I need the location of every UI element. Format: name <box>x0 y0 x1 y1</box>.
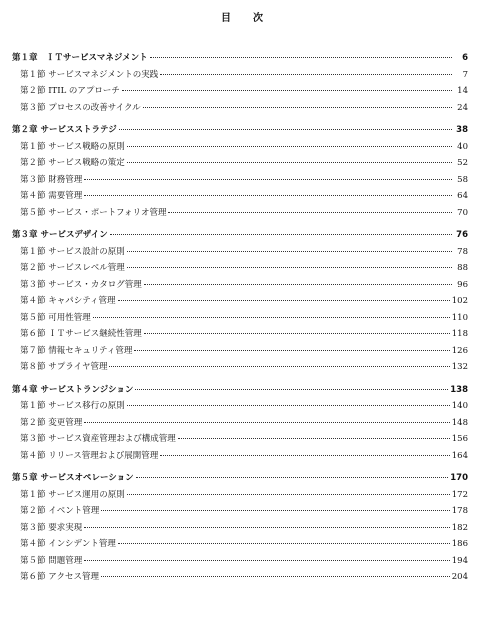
dot-leader <box>101 510 450 511</box>
dot-leader <box>144 333 450 334</box>
toc-entry-label: 第２節 サービスレベル管理 <box>20 263 125 273</box>
toc-entry-label: 第４節 キャパシティ管理 <box>20 296 116 306</box>
dot-leader <box>84 179 452 180</box>
toc-entry-page-number: 14 <box>457 86 468 96</box>
dot-leader <box>127 162 452 163</box>
toc-section-entry[interactable] <box>12 188 468 205</box>
toc-entry-label: 第８節 サプライヤ管理 <box>20 362 108 372</box>
toc-entry-label: 第６節 ＩＴサービス継続性管理 <box>20 329 142 339</box>
toc-entry-page-number: 132 <box>451 362 468 372</box>
toc-entry-label: 第２節 イベント管理 <box>20 506 100 516</box>
dot-leader <box>118 300 450 301</box>
toc-section-entry[interactable] <box>12 569 468 586</box>
toc-entry-label: 第３節 要求実現 <box>20 522 83 533</box>
toc-entry-page-number: 70 <box>457 207 468 218</box>
toc-entry-page-number: 78 <box>457 246 468 257</box>
toc-entry-label: 第３章 サービスデザイン <box>12 230 108 240</box>
dot-leader <box>122 90 452 91</box>
toc-entry-page-number: 7 <box>462 69 468 80</box>
toc-entry-label: 第３節 財務管理 <box>20 174 83 185</box>
dot-leader <box>168 212 452 213</box>
dot-leader <box>134 350 449 351</box>
toc-entry-page-number: 186 <box>451 539 468 549</box>
toc-entry-label: 第４節 インシデント管理 <box>20 539 116 549</box>
toc-chapter-entry[interactable] <box>12 227 468 244</box>
toc-entry-label: 第４節 リリース管理および展開管理 <box>20 450 159 461</box>
dot-leader <box>84 422 450 423</box>
toc-section-entry[interactable] <box>12 343 468 360</box>
dot-leader <box>127 146 452 147</box>
dot-leader <box>144 284 452 285</box>
toc-section-entry[interactable] <box>12 536 468 553</box>
toc-section-entry[interactable] <box>12 415 468 432</box>
dot-leader <box>93 317 450 318</box>
toc-chapter-entry[interactable] <box>12 122 468 139</box>
toc-section-entry[interactable] <box>12 553 468 570</box>
toc-entry-label: 第４章 サービストランジション <box>12 384 134 395</box>
toc-entry-label: 第５章 サービスオペレーション <box>12 473 134 483</box>
toc-entry-page-number: 52 <box>457 158 468 168</box>
toc-entry-page-number: 182 <box>451 522 468 533</box>
toc-entry-page-number: 194 <box>451 555 468 566</box>
toc-entry-label: 第１節 サービス移行の原則 <box>20 401 125 411</box>
toc-entry-label: 第１節 サービス設計の原則 <box>20 246 125 257</box>
page-title: 目 次 <box>221 13 269 24</box>
toc-entry-page-number: 118 <box>451 329 468 339</box>
toc-entry-page-number: 102 <box>451 296 468 306</box>
toc-entry-label: 第７節 情報セキュリティ管理 <box>20 345 133 356</box>
toc-section-entry[interactable] <box>12 326 468 343</box>
toc-entry-label: 第２章 サービスストラテジ <box>12 125 117 135</box>
table-of-contents <box>12 50 468 586</box>
dot-leader <box>110 234 452 235</box>
toc-entry-page-number: 140 <box>451 401 468 411</box>
toc-chapter-entry[interactable] <box>12 50 468 67</box>
dot-leader <box>178 438 450 439</box>
toc-section-entry[interactable] <box>12 277 468 294</box>
toc-entry-page-number: 64 <box>457 191 468 201</box>
dot-leader <box>160 455 449 456</box>
toc-section-entry[interactable] <box>12 260 468 277</box>
toc-entry-label: 第２節 ITIL のアプローチ <box>20 86 120 96</box>
toc-entry-page-number: 6 <box>462 53 468 63</box>
toc-entry-page-number: 138 <box>450 384 468 395</box>
toc-entry-page-number: 40 <box>457 141 468 152</box>
toc-section-entry[interactable] <box>12 431 468 448</box>
toc-entry-label: 第５節 問題管理 <box>20 555 83 566</box>
toc-entry-label: 第５節 サービス・ポートフォリオ管理 <box>20 207 167 218</box>
toc-section-entry[interactable] <box>12 244 468 261</box>
toc-section-entry[interactable] <box>12 448 468 465</box>
toc-entry-label: 第４節 需要管理 <box>20 191 83 201</box>
toc-entry-page-number: 24 <box>457 102 468 113</box>
dot-leader <box>135 389 448 390</box>
dot-leader <box>84 560 450 561</box>
toc-entry-label: 第１節 サービス運用の原則 <box>20 489 125 500</box>
dot-leader <box>127 267 452 268</box>
toc-section-entry[interactable] <box>12 139 468 156</box>
toc-section-entry[interactable] <box>12 398 468 415</box>
toc-entry-page-number: 178 <box>451 506 468 516</box>
toc-section-entry[interactable] <box>12 520 468 537</box>
dot-leader <box>118 543 450 544</box>
toc-entry-label: 第２節 サービス戦略の策定 <box>20 158 125 168</box>
toc-entry-label: 第１節 サービス戦略の原則 <box>20 141 125 152</box>
toc-section-entry[interactable] <box>12 487 468 504</box>
toc-section-entry[interactable] <box>12 293 468 310</box>
toc-section-entry[interactable] <box>12 83 468 100</box>
toc-entry-label: 第３節 プロセスの改善サイクル <box>20 102 141 113</box>
toc-entry-page-number: 204 <box>451 572 468 582</box>
toc-entry-page-number: 170 <box>450 473 468 483</box>
dot-leader <box>136 477 449 478</box>
toc-entry-page-number: 76 <box>456 230 468 240</box>
toc-entry-page-number: 110 <box>451 312 468 323</box>
toc-entry-page-number: 172 <box>451 489 468 500</box>
toc-entry-page-number: 156 <box>451 434 468 444</box>
toc-section-entry[interactable] <box>12 67 468 84</box>
toc-entry-page-number: 164 <box>451 450 468 461</box>
toc-section-entry[interactable] <box>12 155 468 172</box>
toc-section-entry[interactable] <box>12 205 468 222</box>
dot-leader <box>127 251 452 252</box>
toc-entry-label: 第３節 サービス資産管理および構成管理 <box>20 434 176 444</box>
toc-entry-page-number: 96 <box>457 279 468 290</box>
toc-chapter-entry[interactable] <box>12 470 468 487</box>
toc-entry-label: 第５節 可用性管理 <box>20 312 91 323</box>
dot-leader <box>119 129 452 130</box>
dot-leader <box>150 57 452 58</box>
dot-leader <box>84 195 452 196</box>
toc-entry-label: 第１章 ＩＴサービスマネジメント <box>12 53 148 63</box>
dot-leader <box>84 527 450 528</box>
toc-entry-page-number: 38 <box>456 125 468 135</box>
toc-entry-label: 第６節 アクセス管理 <box>20 572 99 582</box>
toc-section-entry[interactable] <box>12 359 468 376</box>
dot-leader <box>160 74 452 75</box>
toc-section-entry[interactable] <box>12 100 468 117</box>
dot-leader <box>101 576 450 577</box>
toc-entry-label: 第１節 サービスマネジメントの実践 <box>20 69 159 80</box>
toc-chapter-entry[interactable] <box>12 382 468 399</box>
dot-leader <box>143 107 452 108</box>
toc-entry-label: 第２節 変更管理 <box>20 417 83 428</box>
toc-entry-page-number: 148 <box>451 417 468 428</box>
toc-entry-label: 第３節 サービス・カタログ管理 <box>20 279 142 290</box>
toc-section-entry[interactable] <box>12 310 468 327</box>
toc-section-entry[interactable] <box>12 172 468 189</box>
dot-leader <box>109 366 449 367</box>
toc-entry-page-number: 88 <box>457 263 468 273</box>
toc-entry-page-number: 126 <box>451 345 468 356</box>
toc-section-entry[interactable] <box>12 503 468 520</box>
toc-entry-page-number: 58 <box>457 174 468 185</box>
dot-leader <box>127 494 450 495</box>
dot-leader <box>127 405 450 406</box>
